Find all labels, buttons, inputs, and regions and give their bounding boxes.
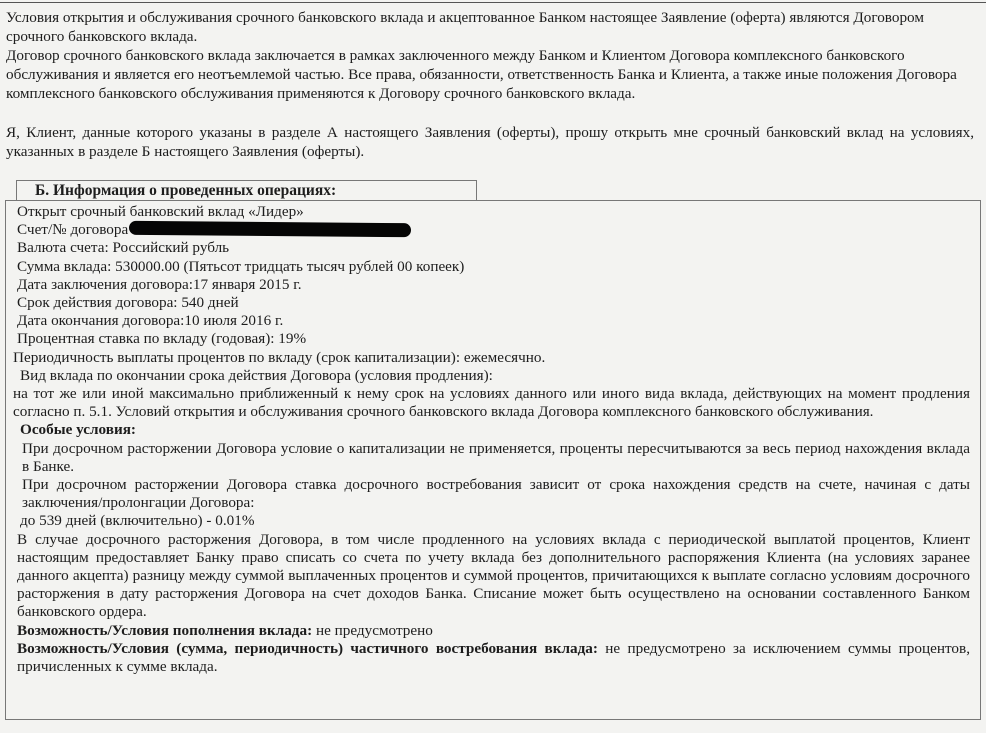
date-end: Дата окончания договора:10 июля 2016 г.: [17, 312, 284, 330]
contract-term: Срок действия договора: 540 дней: [17, 294, 239, 312]
section-b-header: Б. Информация о проведенных операциях:: [16, 180, 477, 200]
account-line: [17, 221, 970, 239]
replenishment-label: Возможность/Условия пополнения вклада:: [17, 621, 313, 639]
payment-periodicity: Периодичность выплаты процентов по вкладу (срок капитализации): ежемесячно.: [13, 348, 546, 366]
prolongation-terms: на тот же или иной максимально приближенный к нему срок на условиях данного или иного вида вклада, действующих на момент продления согласно п. 5.1. Условий открытия и обслуживания срочного банковского вклада Договора комплексного банковского обслуживания.: [13, 385, 970, 421]
deposit-opened: Открыт срочный банковский вклад «Лидер»: [17, 203, 304, 220]
withdrawal-line: [17, 640, 970, 676]
currency: Валюта счета: Российский рубль: [17, 239, 230, 257]
date-concluded: Дата заключения договора:17 января 2015 г.: [17, 275, 302, 293]
withdrawal-label: Возможность/Условия (сумма, периодичность) частичного востребования вклада:: [17, 639, 598, 657]
kind-after-term: Вид вклада по окончании срока действия Договора (условия продления):: [20, 366, 493, 384]
early-termination-2: При досрочном расторжении Договора ставка досрочного востребования зависит от срока нахождения средств на счете, начиная с даты заключения/пролонгации Договора:: [22, 476, 970, 512]
account-label: Счет/№ договора: [17, 221, 129, 239]
withdrawal-value: не предусмотрено за исключением суммы процентов, причисленных к сумме вклада.: [17, 639, 970, 676]
intro-paragraph-2: Договор срочного банковского вклада заключается в рамках заключенного между Банком и Клиентом Договора комплексного банковского обслуживания и является его неотъемлемой частью. Все права, обязанности, ответственность Банка и Клиента, а также иные положения Договора комплексного банковского обслуживания применяются к Договору срочного банковского вклада.: [6, 47, 957, 102]
intro-block: [6, 8, 972, 103]
interest-rate: Процентная ставка по вкладу (годовая): 19%: [17, 330, 307, 348]
early-termination-1: При досрочном расторжении Договора условие о капитализации не применяется, проценты пересчитываются за весь период нахождения вклада в Банке.: [22, 439, 970, 475]
early-rate: до 539 дней (включительно) - 0.01%: [20, 512, 255, 530]
special-conditions-title: Особые условия:: [20, 421, 136, 439]
deposit-amount: Сумма вклада: 530000.00 (Пятьсот тридцать тысяч рублей 00 копеек): [17, 257, 465, 275]
top-rule: [0, 2, 986, 3]
replenishment-line: [17, 622, 970, 640]
section-b-box: [5, 200, 981, 720]
intro-paragraph-1: Условия открытия и обслуживания срочного банковского вклада и акцептованное Банком настоящее Заявление (оферта) являются Договором срочного банковского вклада.: [6, 9, 924, 45]
write-off-clause: В случае досрочного расторжения Договора, в том числе продленного на условиях вклада с периодической выплатой процентов, Клиент настоящим предоставляет Банку право списать со счета по учету вклада без дополнительного распоряжения Клиента (на условиях заранее данного акцепта) разницу между суммой выплаченных процентов и суммой процентов, причитающихся к выплате согласно условиям досрочного расторжения в дату расторжения Договора на счет доходов Банка. Списание может быть осуществлено на основании составленного Банком банковского ордера.: [17, 530, 970, 621]
client-request: Я, Клиент, данные которого указаны в разделе А настоящего Заявления (оферты), прошу открыть мне срочный банковский вклад на условиях, указанных в разделе Б настоящего Заявления (оферты).: [6, 124, 974, 160]
replenishment-value: не предусмотрено: [312, 621, 433, 639]
redacted-account-number: [129, 221, 411, 237]
